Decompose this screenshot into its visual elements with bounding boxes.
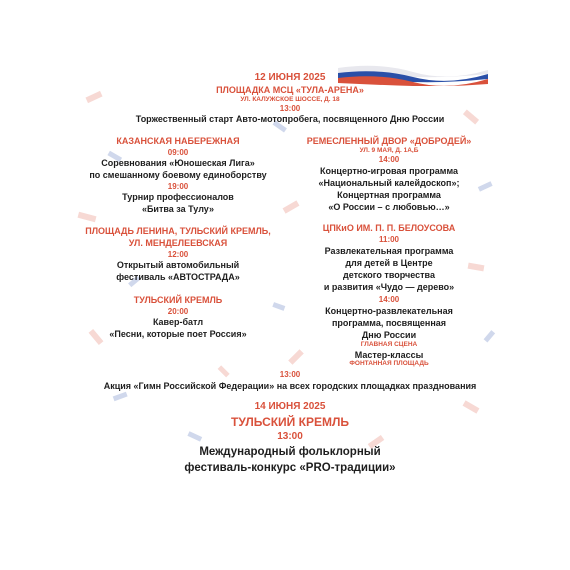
belousov-event-2-line1: Концертно-развлекательная [325,306,453,316]
day2-time: 13:00 [277,431,303,442]
kazan-event-1-line1: Соревнования «Юношеская Лига» [101,158,255,168]
venue-tula-arena: ПЛОЩАДКА МСЦ «ТУЛА-АРЕНА» [216,85,364,95]
anthem-time: 13:00 [279,370,301,379]
venue-tula-arena-address: УЛ. КАЛУЖСКОЕ ШОССЕ, Д. 18 [240,96,340,103]
day2-event-line2: фестиваль-конкурс «PRO-традиции» [184,462,396,474]
belousov-main-stage: ГЛАВНАЯ СЦЕНА [360,341,418,348]
day2-venue: ТУЛЬСКИЙ КРЕМЛЬ [230,415,350,429]
dobrodey-event-line2: «Национальный калейдоскоп»; [318,178,460,188]
lenin-event-1-line2: фестиваль «АВТОСТРАДА» [116,272,240,282]
venue-dobrodey: РЕМЕСЛЕННЫЙ ДВОР «ДОБРОДЕЙ» [306,136,472,146]
belousov-event-1-line3: детского творчества [343,270,435,280]
venue-belousov-park: ЦПКиО ИМ. П. П. БЕЛОУСОВА [322,223,456,233]
kremlin-event-1-line1: Кавер-батл [152,317,204,327]
belousov-event-1-line4: и развития «Чудо — дерево» [323,282,455,292]
belousov-event-2-line3: Дню России [361,330,417,340]
belousov-event-1-line2: для детей в Центре [345,258,433,268]
kazan-event-2-line2: «Битва за Тулу» [141,204,215,214]
kazan-event-1-line2: по смешанному боевому единоборству [89,170,267,180]
lenin-event-1-line1: Открытый автомобильный [116,260,240,270]
dobrodey-event-line3: Концертная программа [337,190,441,200]
kazan-time-1: 09:00 [167,148,189,157]
venue-dobrodey-address: УЛ. 9 МАЯ, Д. 1А,Б [359,147,419,154]
belousov-time-2: 14:00 [378,295,400,304]
festival-poster [68,64,508,480]
venue-kazan-embankment: КАЗАНСКАЯ НАБЕРЕЖНАЯ [116,136,240,146]
venue-lenin-square-line2: УЛ. МЕНДЕЛЕЕВСКАЯ [128,238,228,248]
day1-date: 12 ИЮНЯ 2025 [254,72,326,83]
russian-flag-ribbon [338,64,488,86]
dobrodey-time-1: 14:00 [378,155,400,164]
belousov-event-3: Мастер-классы [354,350,424,360]
venue-lenin-square: ПЛОЩАДЬ ЛЕНИНА, ТУЛЬСКИЙ КРЕМЛЬ, [85,226,271,236]
belousov-fountain-square: ФОНТАННАЯ ПЛОЩАДЬ [349,360,429,367]
belousov-event-1-line1: Развлекательная программа [324,246,454,256]
kremlin-time-1: 20:00 [167,307,189,316]
day2-date: 14 ИЮНЯ 2025 [254,401,326,412]
venue-tula-kremlin: ТУЛЬСКИЙ КРЕМЛЬ [133,295,223,305]
day2-event-line1: Международный фольклорный [199,446,381,458]
belousov-event-2-line2: программа, посвященная [331,318,447,328]
belousov-time-1: 11:00 [378,235,400,244]
venue-tula-arena-event: Торжественный старт Авто-мотопробега, посвященного Дню России [135,114,445,124]
lenin-time-1: 12:00 [167,250,189,259]
dobrodey-event-line1: Концертно-игровая программа [319,166,459,176]
kremlin-event-1-line2: «Песни, которые поет Россия» [109,329,247,339]
dobrodey-event-line4: «О России – с любовью…» [328,202,450,212]
kazan-time-2: 19:00 [167,182,189,191]
kazan-event-2-line1: Турнир профессионалов [122,192,234,202]
anthem-event: Акция «Гимн Российской Федерации» на всех городских площадках празднования [103,381,477,391]
venue-tula-arena-time: 13:00 [279,104,301,113]
